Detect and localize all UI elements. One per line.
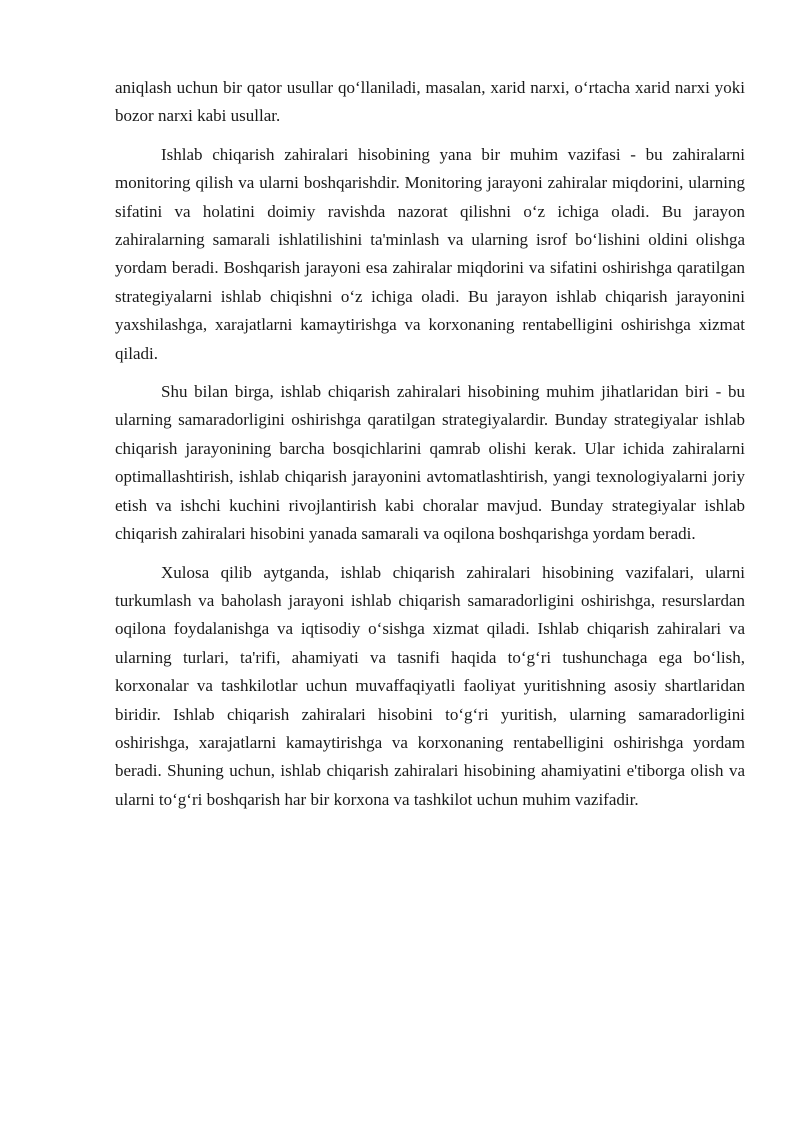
document-body	[115, 74, 745, 824]
paragraph-strategies: Shu bilan birga, ishlab chiqarish zahiralari hisobining muhim jihatlaridan biri - bu ularning samaradorligini oshirishga qaratilgan strategiyalardir. Bunday strategiyalar ishlab chiqarish jarayonining barcha bosqichlarini qamrab olishi kerak. Ular ichida zahiralarni optimallashtirish, ishlab chiqarish jarayonini avtomatlashtirish, yangi texnologiyalarni joriy etish va ishchi kuchini rivojlantirish kabi choralar mavjud. Bunday strategiyalar ishlab chiqarish zahiralari hisobini yanada samarali va oqilona boshqarishga yordam beradi.	[115, 382, 745, 544]
paragraph-monitoring: Ishlab chiqarish zahiralari hisobining yana bir muhim vazifasi - bu zahiralarni monitoring qilish va ularni boshqarishdir. Monitoring jarayoni zahiralar miqdorini, ularning sifatini va holatini doimiy ravishda nazorat qilishni o‘z ichiga oladi. Bu jarayon zahiralarning samarali ishlatilishini ta'minlash va ularning isrof bo‘lishini oldini olishga yordam beradi. Boshqarish jarayoni esa zahiralar miqdorini va sifatini oshirishga qaratilgan strategiyalarni ishlab chiqishni o‘z ichiga oladi. Bu jarayon ishlab chiqarish jarayonini yaxshilashga, xarajatlarni kamaytirishga va korxonaning rentabelligini oshirishga xizmat qiladi.	[115, 144, 745, 363]
paragraph-conclusion: Xulosa qilib aytganda, ishlab chiqarish zahiralari hisobining vazifalari, ularni turkumlash va baholash jarayoni ishlab chiqarish samaradorligini oshirishga, resurslardan oqilona foydalanishga va iqtisodiy o‘sishga xizmat qiladi. Ishlab chiqarish zahiralari va ularning turlari, ta'rifi, ahamiyati va tasnifi haqida to‘g‘ri tushunchaga ega bo‘lish, korxonalar va tashkilotlar uchun muvaffaqiyatli faoliyat yuritishning asosiy shartlaridan biridir. Ishlab chiqarish zahiralari hisobini to‘g‘ri yuritish, ularning samaradorligini oshirishga, xarajatlarni kamaytirishga va korxonaning rentabelligini oshirishga yordam beradi. Shuning uchun, ishlab chiqarish zahiralari hisobining ahamiyatini e'tiborga olish va ularni to‘g‘ri boshqarish har bir korxona va tashkilot uchun muhim vazifadir.	[115, 562, 745, 809]
paragraph-continued: aniqlash uchun bir qator usullar qo‘llaniladi, masalan, xarid narxi, o‘rtacha xarid narxi yoki bozor narxi kabi usullar.	[115, 78, 745, 126]
